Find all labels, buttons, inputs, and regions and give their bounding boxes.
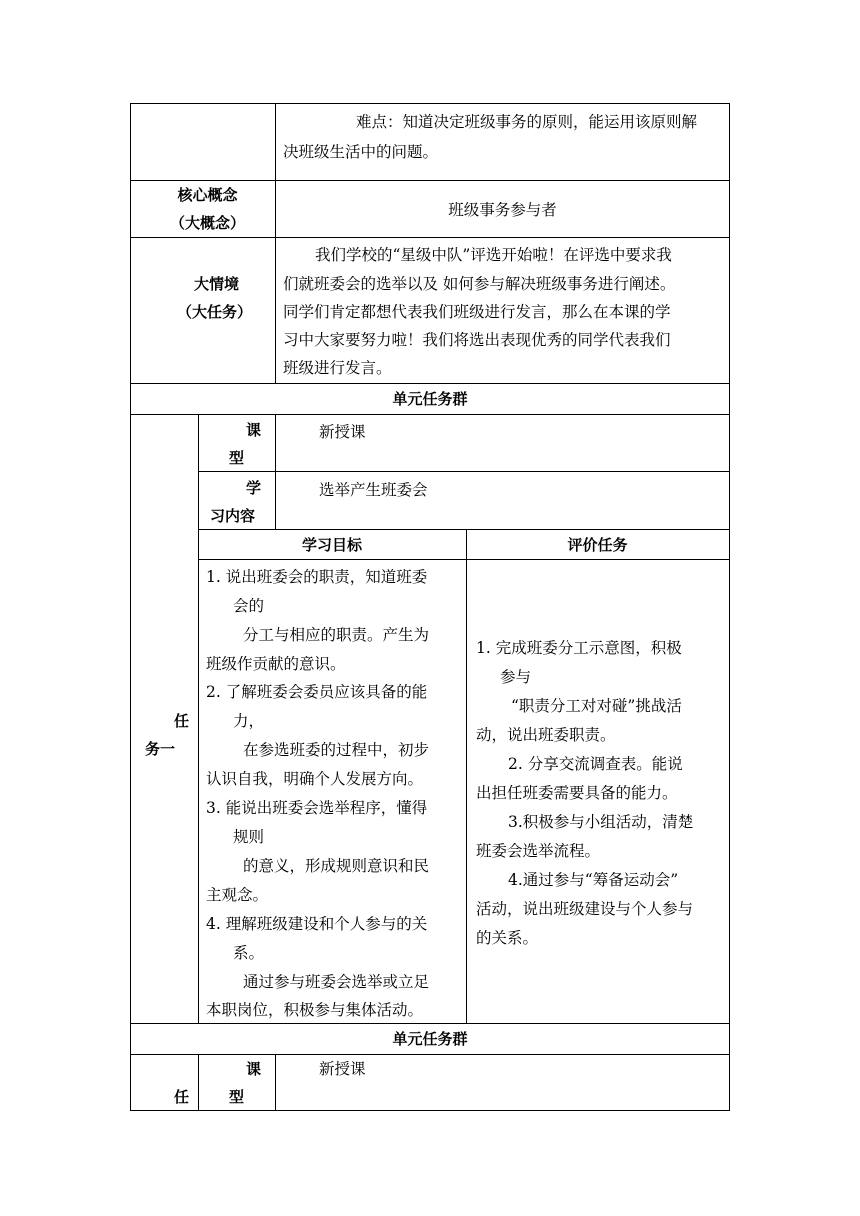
column-divider [198, 1054, 199, 1111]
goal-line: 规则 [233, 828, 265, 846]
row-divider [198, 471, 730, 472]
goal-line: 认识自我，明确个人发展方向。 [206, 770, 424, 788]
eval-line: 出担任班委需要具备的能力。 [476, 784, 678, 802]
lesson-type-label: 课 [246, 421, 262, 439]
big-context-label: 大情境 [194, 275, 240, 293]
unit-task-group-header: 单元任务群 [392, 390, 468, 408]
difficulty-line-2: 决班级生活中的问题。 [283, 143, 439, 161]
learning-content-label: 学 [246, 479, 262, 497]
learning-content-label-sub: 习内容 [210, 507, 256, 525]
column-divider [275, 414, 276, 530]
big-context-line-4: 习中大家要努力啦！我们将选出表现优秀的同学代表我们 [283, 331, 671, 349]
learning-goals-header: 学习目标 [301, 536, 362, 554]
lesson-type-value: 新授课 [319, 1060, 366, 1078]
task1-label: 任 [174, 712, 190, 730]
goal-line: 1. 说出班委会的职责，知道班委 [206, 568, 428, 586]
eval-line: 班委会选举流程。 [476, 842, 601, 860]
eval-line: 2. 分享交流调查表。能说 [508, 755, 683, 773]
big-context-line-2: 们就班委会的选举以及 如何参与解决班级事务进行阐述。 [283, 275, 676, 293]
column-divider [275, 103, 276, 384]
goal-line: 通过参与班委会选举或立足 [243, 973, 430, 991]
difficulty-line-1: 难点：知道决定班级事务的原则，能运用该原则解 [356, 113, 698, 131]
big-context-line-1: 我们学校的“星级中队”评选开始啦！在评选中要求我 [315, 246, 672, 264]
eval-line: 3.积极参与小组活动，清楚 [508, 813, 694, 831]
core-concept-label-sub: （大概念） [169, 214, 245, 232]
goal-line: 在参选班委的过程中，初步 [243, 741, 430, 759]
big-context-label-sub: （大任务） [177, 303, 253, 321]
goal-line: 的意义，形成规则意识和民 [243, 857, 430, 875]
eval-line: 参与 [500, 668, 532, 686]
task2-label: 任 [174, 1088, 190, 1106]
goal-line: 会的 [233, 597, 265, 615]
goal-line: 2. 了解班委会委员应该具备的能 [206, 683, 428, 701]
goal-line: 主观念。 [206, 886, 269, 904]
column-divider [198, 414, 199, 1024]
table-border-right [729, 103, 730, 1111]
core-concept-label: 核心概念 [177, 186, 238, 204]
row-divider [198, 529, 730, 530]
eval-line: “职责分工对对碰”挑战活 [511, 697, 682, 715]
goal-line: 3. 能说出班委会选举程序，懂得 [206, 799, 428, 817]
core-concept-value: 班级事务参与者 [448, 201, 557, 219]
row-divider [130, 414, 730, 415]
eval-line: 动，说出班委职责。 [476, 726, 616, 744]
task1-label-sub: 务一 [145, 740, 176, 758]
table-border-top [130, 103, 730, 104]
lesson-type-label-sub: 型 [229, 1088, 245, 1106]
eval-line: 的关系。 [476, 929, 539, 947]
eval-line: 活动，说出班级建设与个人参与 [476, 900, 694, 918]
big-context-line-5: 班级进行发言。 [283, 359, 392, 377]
goal-line: 系。 [233, 944, 265, 962]
goal-line: 本职岗位，积极参与集体活动。 [206, 1001, 424, 1019]
column-divider [275, 1054, 276, 1111]
goal-line: 分工与相应的职责。产生为 [243, 626, 430, 644]
lesson-type-label-sub: 型 [229, 449, 245, 467]
learning-content-value: 选举产生班委会 [319, 481, 428, 499]
eval-line: 1. 完成班委分工示意图，积极 [476, 639, 682, 657]
table-border-bottom [130, 1110, 730, 1111]
evaluation-tasks-header: 评价任务 [567, 536, 628, 554]
table-border-left [130, 103, 131, 1111]
lesson-type-value: 新授课 [319, 423, 366, 441]
unit-task-group-header: 单元任务群 [392, 1030, 468, 1048]
row-divider [130, 1054, 730, 1055]
goal-line: 班级作贡献的意识。 [206, 655, 346, 673]
goal-line: 力， [233, 712, 265, 730]
row-divider [130, 383, 730, 384]
eval-line: 4.通过参与“筹备运动会” [508, 871, 679, 889]
big-context-line-3: 同学们肯定都想代表我们班级进行发言，那么在本课的学 [283, 303, 671, 321]
column-divider [466, 529, 467, 1024]
goal-line: 4. 理解班级建设和个人参与的关 [206, 915, 428, 933]
lesson-type-label: 课 [246, 1060, 262, 1078]
